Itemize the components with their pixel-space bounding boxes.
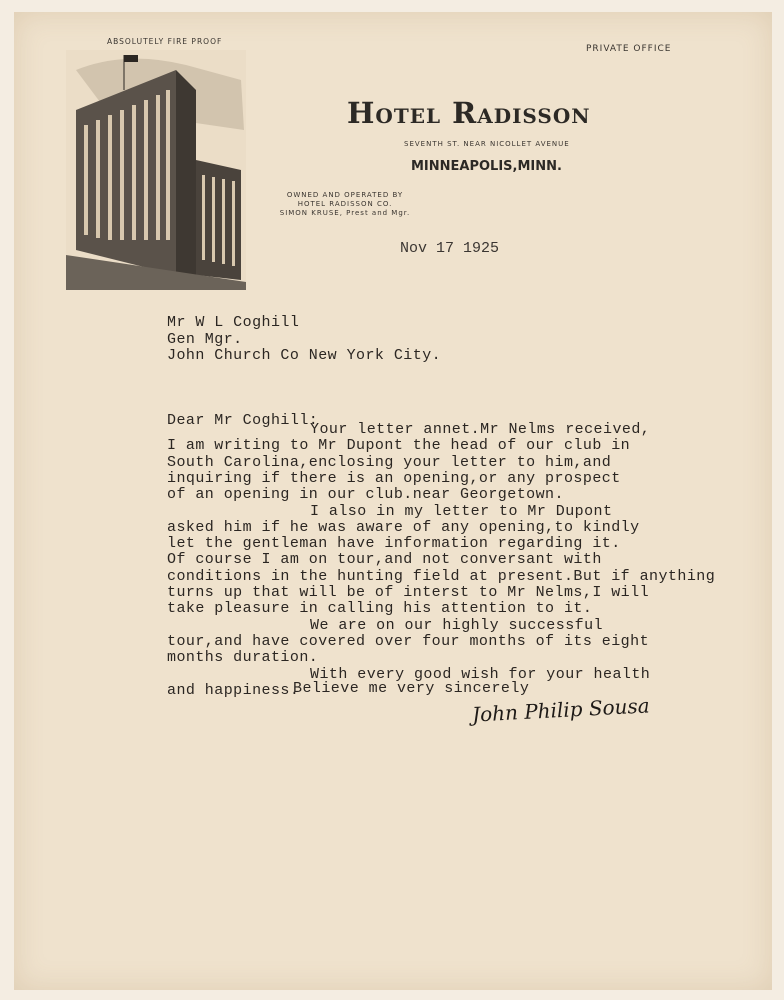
body-line: South Carolina,enclosing your letter to him,and: [167, 453, 612, 471]
fireproof-label: ABSOLUTELY FIRE PROOF: [107, 37, 223, 46]
body-line: With every good wish for your health: [310, 665, 651, 683]
salutation: Dear Mr Coghill:: [167, 412, 319, 429]
owner-line: SIMON KRUSE, Prest and Mgr.: [279, 209, 411, 217]
owner-info: [265, 191, 425, 218]
hotel-address: SEVENTH ST. NEAR NICOLLET AVENUE: [404, 140, 570, 148]
recipient-name: Mr W L Coghill: [167, 314, 300, 331]
recipient-company: John Church Co New York City.: [167, 347, 442, 364]
hotel-building-illustration: [66, 50, 246, 290]
body-line: take pleasure in calling his attention to it.: [167, 600, 593, 618]
owner-line: OWNED AND OPERATED BY: [286, 191, 404, 199]
body-line: and happiness.: [167, 681, 300, 699]
body-line: We are on our highly successful: [310, 616, 603, 634]
body-line: months duration.: [167, 649, 319, 667]
body-line: turns up that will be of interst to Mr Nelms,I will: [167, 584, 650, 601]
letter-date: Nov 17 1925: [400, 240, 500, 257]
private-office-label: PRIVATE OFFICE: [586, 44, 672, 54]
closing: Believe me very sincerely: [293, 680, 530, 697]
body-line: let the gentleman have information regarding it.: [167, 535, 621, 553]
body-line: Your letter annet.Mr Nelms received,: [310, 421, 651, 438]
body-line: of an opening in our club.near Georgetown.: [167, 486, 564, 504]
recipient-title: Gen Mgr.: [167, 331, 243, 348]
body-line: tour,and have covered over four months of its eight: [167, 632, 650, 650]
body-line: I am writing to Mr Dupont the head of our club in: [167, 437, 631, 455]
hotel-city: MINNEAPOLIS,MINN.: [411, 159, 562, 174]
owner-line: HOTEL RADISSON CO.: [297, 200, 393, 208]
signature: John Philip Sousa: [471, 693, 651, 727]
body-line: inquiring if there is an opening,or any prospect: [167, 469, 621, 487]
body-line: conditions in the hunting field at present.But if anything: [167, 567, 716, 585]
body-line: Of course I am on tour,and not conversant with: [167, 551, 602, 569]
body-line: I also in my letter to Mr Dupont: [310, 502, 613, 520]
body-line: asked him if he was aware of any opening,to kindly: [167, 518, 640, 536]
hotel-name: Hotel Radisson: [347, 96, 591, 130]
